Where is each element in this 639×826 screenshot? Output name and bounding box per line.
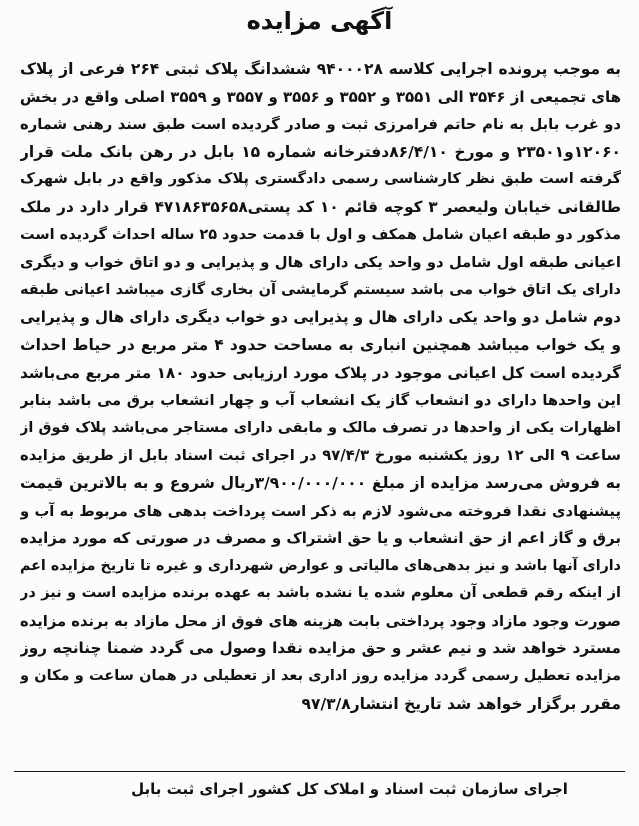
body-line: دارای آنها باشد و نیز بدهی‌های مالیاتی و عوارض شهرداری و غیره تا تاریخ مزایده اعم: [20, 557, 621, 574]
notice-body: [20, 56, 621, 718]
body-line: به موجب پرونده اجرایی کلاسه ۹۴۰۰۰۲۸ ششدانگ پلاک ثبتی ۲۶۴ فرعی از پلاک: [20, 60, 621, 78]
body-line: پیشنهادی نقدا فروخته می‌شود لازم به ذکر است پرداخت بدهی های مربوط به آب و: [20, 502, 621, 520]
notice-title: آگهی مزایده: [246, 7, 393, 35]
body-line: ۱۲۰۶۰و۲۳۵۰۱ و مورخ ۸۶/۴/۱۰دفترخانه شماره ۱۵ بابل در رهن بانک ملت قرار: [20, 142, 621, 161]
body-line: طالقانی خیابان ولیعصر ۳ کوچه قائم ۱۰ کد پستی۴۷۱۸۶۳۵۶۵۸ قرار دارد در ملک: [20, 197, 621, 216]
body-line: مزایده تعطیل رسمی گردد مزایده روز اداری بعد از تعطیلی در همان ساعت و مکان و: [20, 668, 621, 685]
footer-divider: [14, 771, 625, 772]
body-line: ساعت ۹ الی ۱۲ روز یکشنبه مورخ ۹۷/۴/۳ در اجرای ثبت اسناد بابل از طریق مزایده: [20, 447, 621, 465]
body-line: دو غرب بابل به نام حاتم فرامرزی ثبت و صادر گردیده است طبق سند رهنی شماره: [20, 116, 621, 134]
body-line: گرفته است طبق نظر کارشناسی رسمی دادگستری پلاک مذکور واقع در بابل شهرک: [20, 171, 621, 188]
body-line: اظهارات یکی از واحدها در تصرف مالک و مابقی دارای مستاجر می‌باشد پلاک فوق از: [20, 419, 621, 436]
body-line: این واحدها دارای دو انشعاب گاز یک انشعاب آب و چهار انشعاب برق می باشد بنابر: [20, 392, 621, 410]
body-line: صورت وجود مازاد وجود پرداختی بابت هزینه های فوق از محل مازاد به برنده مزایده: [20, 612, 621, 630]
body-line: های تجمیعی از ۳۵۴۶ الی ۳۵۵۱ و ۳۵۵۲ و ۳۵۵۶ و ۳۵۵۷ و ۳۵۵۹ اصلی واقع در بخش: [20, 87, 621, 106]
body-line: گردیده است کل اعیانی موجود در پلاک مورد ارزیابی حدود ۱۸۰ متر مربع می‌باشد: [20, 363, 621, 382]
notice-footer: اجرای سازمان ثبت اسناد و املاک کل کشور اجرای ثبت بابل: [131, 780, 568, 798]
body-line: دوم شامل دو واحد یکی دارای هال و پذیرایی دو خواب دیگری دارای هال و پذیرایی: [20, 308, 621, 327]
publish-date-line: مقرر برگزار خواهد شد تاریخ انتشار۹۷/۳/۸: [301, 694, 621, 713]
body-line: مسترد خواهد شد و نیم عشر و حق مزایده نقدا وصول می گردد ضمنا چنانچه روز: [20, 639, 621, 658]
body-line: برق و گاز اعم از حق انشعاب و یا حق اشتراک و مصرف در صورتی که مورد مزایده: [20, 529, 621, 548]
body-line: از اینکه رقم قطعی آن معلوم شده یا نشده باشد به عهده برنده مزایده است و نیز در: [20, 585, 621, 602]
body-line: به فروش می‌رسد مزایده از مبلغ ۳/۹۰۰/۰۰۰/۰۰۰ریال شروع و به بالاترین قیمت: [20, 473, 621, 492]
body-line: و یک خواب میباشد همچنین انباری به مساحت حدود ۴ متر مربع در حیاط احداث: [20, 335, 621, 354]
body-line: مذکور دو طبقه اعیان شامل همکف و اول با قدمت حدود ۲۵ ساله احداث گردیده است: [20, 226, 621, 243]
body-line: دارای یک اتاق خواب می باشد سیستم گرمایشی آن بخاری گازی میباشد اعیانی طبقه: [20, 281, 621, 298]
body-line: اعیانی طبقه اول شامل دو واحد یکی دارای هال و پذیرایی و دو اتاق خواب و دیگری: [20, 254, 621, 272]
